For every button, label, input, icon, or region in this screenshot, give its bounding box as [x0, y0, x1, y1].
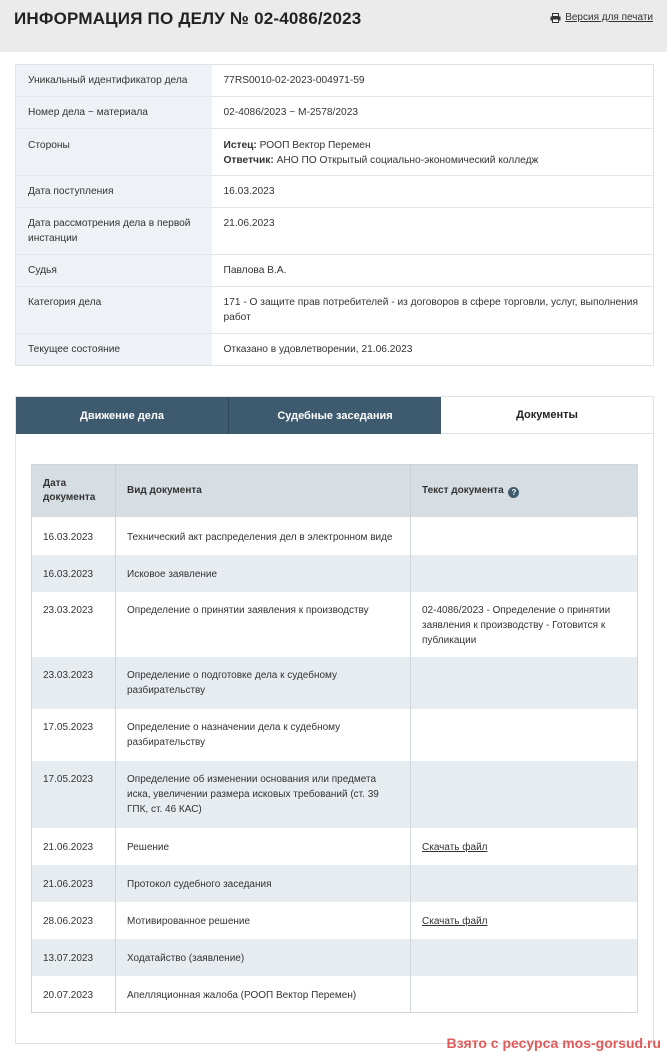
- printer-icon: [550, 13, 561, 23]
- print-version-link[interactable]: [550, 12, 653, 23]
- cell-type: Технический акт распределения дел в электронном виде: [116, 517, 411, 555]
- info-label: Категория дела: [16, 287, 212, 334]
- info-label: Стороны: [16, 129, 212, 176]
- table-row: [32, 657, 638, 709]
- cell-date: 16.03.2023: [32, 517, 116, 555]
- table-row: [32, 761, 638, 828]
- cell-type: Определение об изменении основания или предмета иска, увеличении размера исковых требований (ст. 39 ГПК, ст. 46 КАС): [116, 761, 411, 828]
- plaintiff-name: РООП Вектор Перемен: [259, 140, 371, 151]
- tab-documents[interactable]: Документы: [441, 397, 653, 434]
- cell-date: 13.07.2023: [32, 939, 116, 976]
- cell-text: [411, 657, 638, 709]
- cell-type: Мотивированное решение: [116, 902, 411, 939]
- info-row: [16, 255, 654, 287]
- info-row: [16, 97, 654, 129]
- print-version-label[interactable]: Версия для печати: [565, 12, 653, 23]
- info-value: 21.06.2023: [212, 208, 654, 255]
- cell-date: 20.07.2023: [32, 976, 116, 1013]
- cell-type: Решение: [116, 828, 411, 865]
- documents-body: [32, 517, 638, 1013]
- cell-text: [411, 709, 638, 761]
- info-value: 02-4086/2023 ~ М-2578/2023: [212, 97, 654, 129]
- cell-text: [411, 517, 638, 555]
- cell-text: [411, 865, 638, 902]
- cell-type: Апелляционная жалоба (РООП Вектор Перемен): [116, 976, 411, 1013]
- column-header-text: [411, 465, 638, 517]
- column-header-type: Вид документа: [116, 465, 411, 517]
- cell-date: 21.06.2023: [32, 828, 116, 865]
- cell-text: [411, 761, 638, 828]
- cell-date: 23.03.2023: [32, 592, 116, 657]
- cell-date: 21.06.2023: [32, 865, 116, 902]
- cell-type: Определение о подготовке дела к судебному разбирательству: [116, 657, 411, 709]
- table-row: [32, 709, 638, 761]
- tab-court-hearings[interactable]: Судебные заседания: [228, 397, 441, 434]
- cell-date: 16.03.2023: [32, 555, 116, 592]
- cell-type: Ходатайство (заявление): [116, 939, 411, 976]
- info-value: Отказано в удовлетворении, 21.06.2023: [212, 334, 654, 366]
- info-row: [16, 208, 654, 255]
- cell-text: [411, 939, 638, 976]
- documents-table: [31, 464, 638, 1013]
- cell-text: [411, 555, 638, 592]
- cell-date: 23.03.2023: [32, 657, 116, 709]
- cell-text: [411, 828, 638, 865]
- documents-header-row: [32, 465, 638, 517]
- info-label: Уникальный идентификатор дела: [16, 65, 212, 97]
- help-icon[interactable]: ?: [508, 487, 519, 498]
- info-row: [16, 287, 654, 334]
- info-label: Судья: [16, 255, 212, 287]
- download-file-link[interactable]: Скачать файл: [422, 915, 488, 927]
- info-value: 16.03.2023: [212, 176, 654, 208]
- cell-type: Исковое заявление: [116, 555, 411, 592]
- info-row: [16, 65, 654, 97]
- cell-text: [411, 976, 638, 1013]
- watermark: Взято с ресурса mos-gorsud.ru: [446, 1035, 661, 1051]
- cell-type: Определение о назначении дела к судебному разбирательству: [116, 709, 411, 761]
- table-row: [32, 976, 638, 1013]
- table-row: [32, 828, 638, 865]
- table-row: [32, 592, 638, 657]
- cell-text: 02-4086/2023 - Определение о принятии заявления к производству - Готовится к публикации: [411, 592, 638, 657]
- info-row: [16, 129, 654, 176]
- page-header: [0, 0, 667, 52]
- info-label: Текущее состояние: [16, 334, 212, 366]
- info-row: [16, 334, 654, 366]
- table-row: [32, 555, 638, 592]
- info-label: Дата поступления: [16, 176, 212, 208]
- info-value: Павлова В.А.: [212, 255, 654, 287]
- tab-case-movement[interactable]: Движение дела: [16, 397, 228, 434]
- info-label: Номер дела ~ материала: [16, 97, 212, 129]
- table-row: [32, 902, 638, 939]
- info-label: Дата рассмотрения дела в первой инстанции: [16, 208, 212, 255]
- cell-text: [411, 902, 638, 939]
- plaintiff-line: [224, 138, 642, 153]
- tab-bar: [16, 397, 653, 434]
- defendant-name: АНО ПО Открытый социально-экономический колледж: [276, 155, 539, 166]
- info-value: 171 - О защите прав потребителей - из договоров в сфере торговли, услуг, выполнения работ: [212, 287, 654, 334]
- case-info-table: [15, 64, 654, 366]
- parties-value: [212, 129, 654, 176]
- cell-type: Определение о принятии заявления к производству: [116, 592, 411, 657]
- info-value: 77RS0010-02-2023-004971-59: [212, 65, 654, 97]
- cell-date: 28.06.2023: [32, 902, 116, 939]
- page-title: ИНФОРМАЦИЯ ПО ДЕЛУ № 02-4086/2023: [14, 9, 362, 28]
- cell-date: 17.05.2023: [32, 709, 116, 761]
- info-row: [16, 176, 654, 208]
- case-tabs-panel: [15, 396, 654, 1044]
- download-file-link[interactable]: Скачать файл: [422, 841, 488, 853]
- table-row: [32, 517, 638, 555]
- column-header-date: Дата документа: [32, 465, 116, 517]
- plaintiff-label: Истец:: [223, 140, 257, 151]
- cell-date: 17.05.2023: [32, 761, 116, 828]
- defendant-label: Ответчик:: [223, 155, 274, 166]
- column-header-text-label: Текст документа: [422, 484, 504, 496]
- table-row: [32, 939, 638, 976]
- table-row: [32, 865, 638, 902]
- defendant-line: [224, 153, 642, 168]
- cell-type: Протокол судебного заседания: [116, 865, 411, 902]
